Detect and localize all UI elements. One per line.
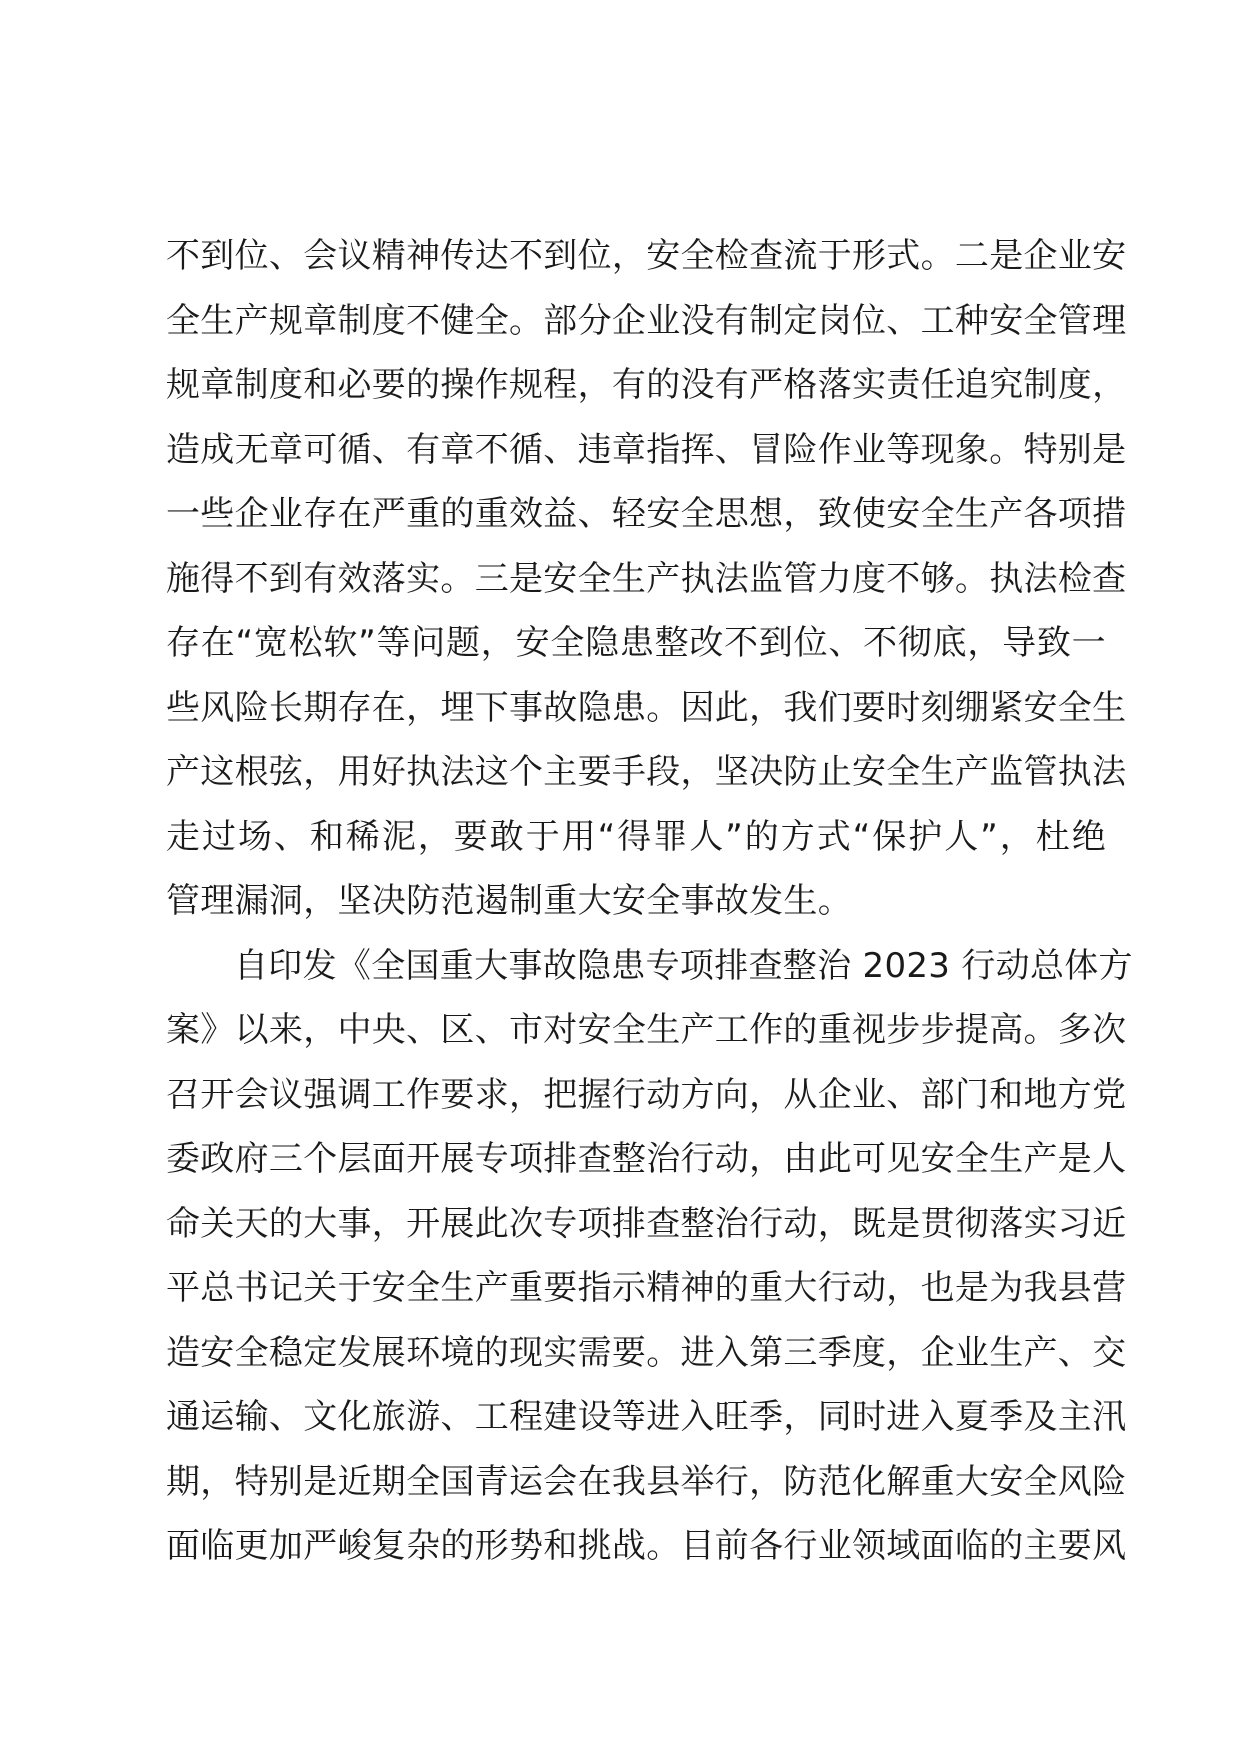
paragraph-line: 自印发《全国重大事故隐患专项排查整治 2023 行动总体方: [234, 945, 1133, 986]
document-body: [166, 224, 1133, 1579]
paragraph-line: 面临更加严峻复杂的形势和挑战。目前各行业领域面临的主要风: [166, 1526, 1127, 1566]
paragraph-2: [166, 934, 1133, 1579]
paragraph-line: 全生产规章制度不健全。部分企业没有制定岗位、工种安全管理: [166, 300, 1127, 341]
paragraph-line: 造成无章可循、有章不循、违章指挥、冒险作业等现象。特别是: [166, 429, 1127, 470]
paragraph-line: 召开会议强调工作要求，把握行动方向，从企业、部门和地方党: [166, 1074, 1127, 1115]
paragraph-line: 委政府三个层面开展专项排查整治行动，由此可见安全生产是人: [166, 1139, 1127, 1179]
paragraph-line: 施得不到有效落实。三是安全生产执法监管力度不够。执法检查: [166, 558, 1127, 599]
paragraph-line: 走过场、和稀泥，要敢于用“得罪人”的方式“保护人”，杜绝: [166, 816, 1106, 857]
paragraph-line: 产这根弦，用好执法这个主要手段，坚决防止安全生产监管执法: [166, 752, 1127, 792]
paragraph-line: 一些企业存在严重的重效益、轻安全思想，致使安全生产各项措: [166, 494, 1127, 534]
paragraph-line: 管理漏洞，坚决防范遏制重大安全事故发生。: [166, 881, 852, 921]
paragraph-line: 平总书记关于安全生产重要指示精神的重大行动，也是为我县营: [166, 1268, 1127, 1308]
paragraph-1: [166, 224, 1127, 934]
paragraph-line: 造安全稳定发展环境的现实需要。进入第三季度，企业生产、交: [166, 1332, 1127, 1373]
paragraph-line: 些风险长期存在，埋下事故隐患。因此，我们要时刻绷紧安全生: [166, 687, 1127, 728]
paragraph-line: 不到位、会议精神传达不到位，安全检查流于形式。二是企业安: [166, 236, 1127, 276]
paragraph-line: 期，特别是近期全国青运会在我县举行，防范化解重大安全风险: [166, 1461, 1127, 1502]
paragraph-line: 案》以来，中央、区、市对安全生产工作的重视步步提高。多次: [166, 1010, 1127, 1050]
paragraph-line: 存在“宽松软”等问题，安全隐患整改不到位、不彻底，导致一: [166, 623, 1106, 663]
paragraph-line: 命关天的大事，开展此次专项排查整治行动，既是贯彻落实习近: [166, 1203, 1127, 1244]
paragraph-line: 通运输、文化旅游、工程建设等进入旺季，同时进入夏季及主汛: [166, 1397, 1127, 1437]
paragraph-line: 规章制度和必要的操作规程，有的没有严格落实责任追究制度，: [166, 365, 1127, 405]
